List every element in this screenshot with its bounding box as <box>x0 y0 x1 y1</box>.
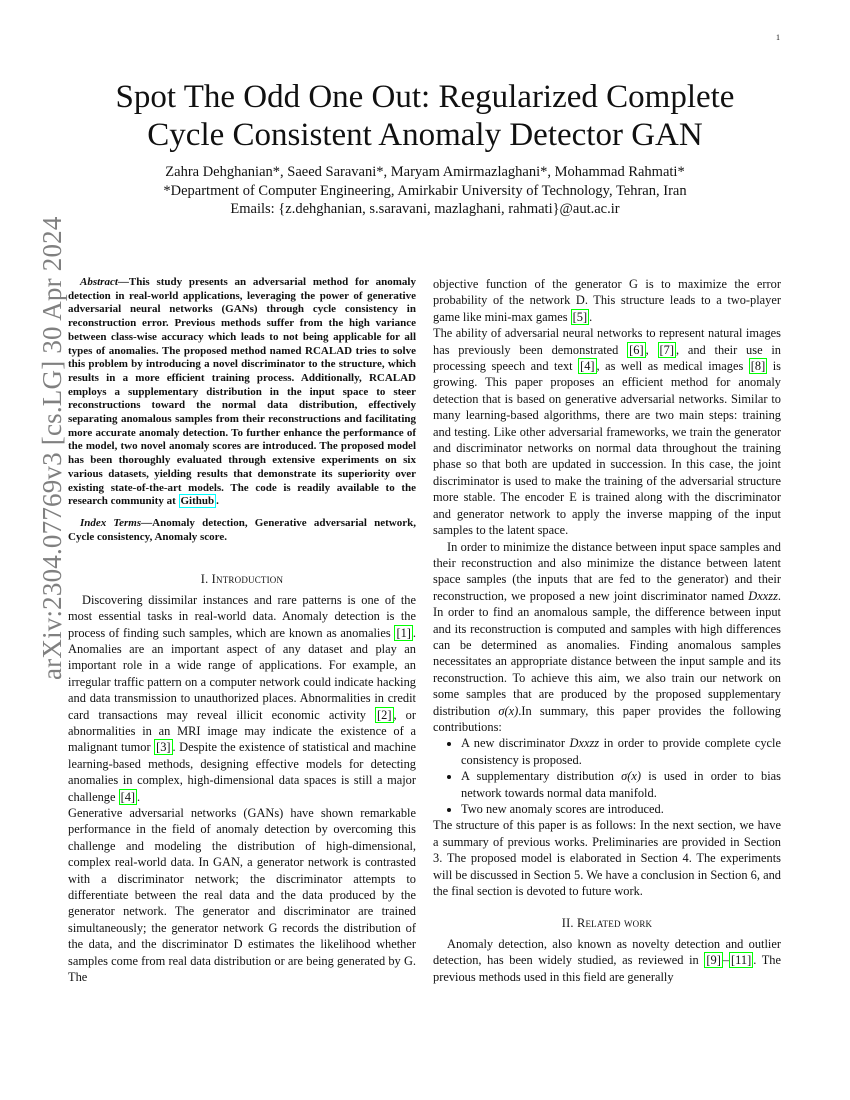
title-line-1: Spot The Odd One Out: Regularized Complete <box>115 79 735 115</box>
abstract: Abstract—This study presents an adversarial method for anomaly detection in real-world applications, leveraging the power of generative adversarial neural networks (GANs) through cycle consistency in reconstruction error. Previous methods suffer from the high variance between class-wise accuracy which leads to not being applicable for all types of anomalies. The proposed method named RCALAD tries to solve this problem by introducing a novel discriminator to the structure, which results in a more efficient training process. Additionally, RCALAD employs a supplementary distribution in the input space to steer reconstructions toward the normal data distribution, effectively separating anomalous samples from their reconstructions and facilitating more accurate anomaly detection. To further enhance the performance of the model, two novel anomaly scores are introduced. The proposed model has been thoroughly evaluated through extensive experiments on six various datasets, yielding results that demonstrate its superiority over existing state-of-the-art models. The code is readily available to the research community at Github . <box>68 276 416 508</box>
list-item: • A new discriminator Dxxzz in order to provide complete cycle consistency is proposed. <box>461 735 781 768</box>
author-names: Zahra Dehghanian*, Saeed Saravani*, Maryam Amirmazlaghani*, Mohammad Rahmati* <box>165 164 685 180</box>
paper-title <box>0 78 850 154</box>
intro-paragraph-2: Generative adversarial networks (GANs) have shown remarkable performance in the field of anomaly detection by overcoming this challenge and modeling the distribution of high-dimensional, complex real-world data. In GAN, a generator network is contrasted with a discriminator network; the discriminator attempts to differentiate between the real data and the data produced by the generator network. The generator and discriminator are trained simultaneously; the generator network G records the distribution of the data, and the discriminator D estimates the likelihood whether samples come from real data distribution or are being generated by G. The <box>68 806 416 985</box>
abstract-label: Abstract <box>80 276 118 288</box>
intro-paragraph-5: The structure of this paper is as follows: In the next section, we have a summary of previous works. Preliminaries are provided in Section 3. The proposed model is elaborated in Section 4. The experiments will be discussed in Section 5. We have a conclusion in Section 6, and the final section is devoted to future work. <box>433 818 781 899</box>
citation-link[interactable]: [4] <box>580 359 595 374</box>
author-affiliation: *Department of Computer Engineering, Amirkabir University of Technology, Tehran, Iran <box>163 182 687 199</box>
math-dxxzz: Dxxzz <box>748 588 778 603</box>
author-emails: Emails: {z.dehghanian, s.saravani, mazlaghani, rahmati}@aut.ac.ir <box>230 201 620 217</box>
list-item: • A supplementary distribution σ(x) is used in order to bias network towards normal data manifold. <box>461 768 781 801</box>
index-terms-text: —Anomaly detection, Generative adversarial network, Cycle consistency, Anomaly score. <box>68 516 417 543</box>
index-terms-label: Index Terms <box>80 516 142 529</box>
contributions-list <box>433 735 781 817</box>
citation-link[interactable]: [4] <box>120 789 136 804</box>
right-column <box>433 276 781 985</box>
citation-link[interactable]: [9] <box>706 953 721 968</box>
citation-link[interactable]: [3] <box>156 740 171 755</box>
citation-link[interactable]: [11] <box>731 953 752 968</box>
math-sigma: σ(x) <box>498 703 519 718</box>
intro-paragraph-3: The ability of adversarial neural networks to represent natural images has previously been demonstrated [6] , [7] , and their use in processing speech and text [4] , as well as medical images [8] is growing. This paper proposes an efficient method for anomaly detection that is based on generative adversarial networks. Similar to many learning-based algorithms, there are two main steps: training and testing. Like other adversarial frameworks, we train the generator and discriminator networks on normal data throughout the training phase so that both are updated in succession. In this case, the joint discriminator is used to make the training of the adversarial structure more stable. The encoder E is trained along with the discriminator and generator network to apply the inverse mapping of the input samples to the latent space. <box>433 326 781 538</box>
citation-link[interactable]: [2] <box>377 707 392 722</box>
github-link[interactable]: Github <box>180 495 215 508</box>
citation-link[interactable]: [8] <box>750 359 766 374</box>
abstract-text: —This study presents an adversarial method for anomaly detection in real-world applications, leveraging the power of generative adversarial neural networks (GANs) through cycle consistency in reconstruction error. Previous methods suffer from the high variance between class-wise accuracy which leads to not being applicable for all types of anomalies. The proposed method named RCALAD tries to solve this problem by introducing a novel discriminator to the structure, which results in a more efficient training process. Additionally, RCALAD employs a supplementary distribution in the input space to steer reconstructions toward the normal data distribution, effectively separating anomalous samples from their reconstructions and facilitating more accurate anomaly detection. To further enhance the performance of the model, two novel anomaly scores are introduced. The proposed model has been thoroughly evaluated through extensive experiments on six various datasets, yielding results that demonstrate its superiority over existing state-of-the-art models. The code is readily available to the research community at <box>68 276 416 508</box>
list-item: • Two new anomaly scores are introduced. <box>461 801 781 817</box>
section-heading-related-work: II. Related work <box>561 916 653 931</box>
page-number: 1 <box>776 33 780 42</box>
intro-paragraph-1: Discovering dissimilar instances and rare patterns is one of the most essential tasks in real-world data. Anomaly detection is the process of finding such samples, which are known as anomalies [1] . Anomalies are an important aspect of any dataset and play an important role in a wide range of applications. For example, an irregular traffic pattern on a computer network could indicate hacking and data transmission to unauthorized places. Abnormalities in credit card transactions may reveal illicit economic activity [2] , or abnormalities in an MRI image may indicate the existence of a malignant tumor [3] . Despite the existence of statistical and machine learning-based methods, designing effective models for detecting anomalies in complex, high-dimensional data spaces is still a major challenge [4] . <box>68 592 417 804</box>
citation-link[interactable]: [7] <box>659 342 674 357</box>
section-heading-introduction: I. Introduction <box>200 572 284 587</box>
intro-paragraph-4: In order to minimize the distance between input space samples and their reconstruction and also minimize the distance between latent space samples (the inputs that are fed to the generator) and their reconstruction, we proposed a new joint discriminator named Dxxzz. In order to find an anomalous sample, the difference between input and its reconstruction is computed and samples with high differences can be determined as anomalies. Finding anomalous samples necessitates an appropriate distance between the input sample and its reconstruction. To achieve this aim, we also train our network on some samples that are produced by the proposed supplementary distribution σ(x).In summary, this paper provides the following contributions: <box>433 539 781 734</box>
index-terms <box>68 517 416 544</box>
title-line-2: Cycle Consistent Anomaly Detector GAN <box>147 117 703 153</box>
left-column <box>68 276 416 986</box>
related-work-paragraph-1: Anomaly detection, also known as novelty detection and outlier detection, has been widely studied, as reviewed in [9] – [11] . The previous methods used in this field are generally <box>433 936 781 984</box>
author-block <box>0 163 850 219</box>
citation-link[interactable]: [6] <box>629 342 644 357</box>
arxiv-stamp[interactable]: arXiv:2304.07769v3 [cs.LG] 30 Apr 2024 <box>37 216 67 680</box>
citation-link[interactable]: [1] <box>396 625 411 640</box>
intro-paragraph-2-continued: objective function of the generator G is to maximize the error probability of the network D. This structure leads to a two-player game like mini-max games [5] . <box>433 277 781 324</box>
citation-link[interactable]: [5] <box>572 309 588 324</box>
